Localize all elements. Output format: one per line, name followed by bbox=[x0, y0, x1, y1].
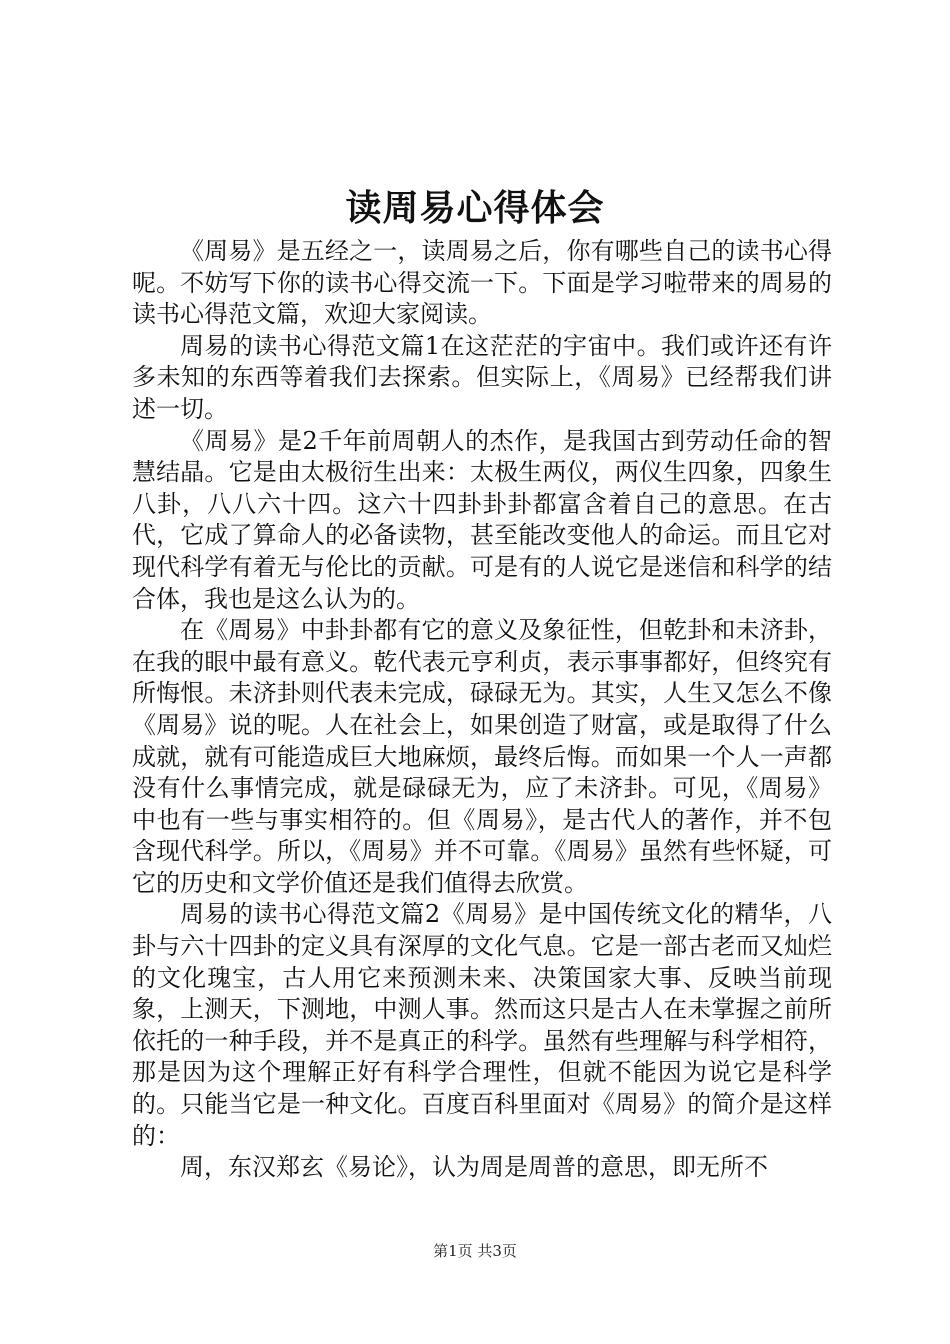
document-body bbox=[132, 236, 832, 1184]
paragraph-essay-2-zhou: 周，东汉郑玄《易论》，认为周是周普的意思，即无所不 bbox=[180, 1153, 768, 1182]
paragraph-essay-2-opening: 周易的读书心得范文篇2《周易》是中国传统文化的精华，八卦与六十四卦的定义具有深厚的文化气息。它是一部古老而又灿烂的文化瑰宝，古人用它来预测未来、决策国家大事、反映当前现象，上测天，下测地，中测人事。然而这只是古人在未掌握之前所依托的一种手段，并不是真正的科学。虽然有些理解与科学相符，那是因为这个理解正好有科学合理性，但就不能因为说它是科学的。只能当它是一种文化。百度百科里面对《周易》的简介是这样的： bbox=[132, 900, 832, 1150]
paragraph-essay-1-origin: 《周易》是2千年前周朝人的杰作，是我国古到劳动任命的智慧结晶。它是由太极衍生出来：太极生两仪，两仪生四象，四象生八卦，八八六十四。这六十四卦卦卦都富含着自己的意思。在古代，它成了算命人的必备读物，甚至能改变他人的命运。而且它对现代科学有着无与伦比的贡献。可是有的人说它是迷信和科学的结合体，我也是这么认为的。 bbox=[132, 426, 832, 613]
paragraph-essay-1-hexagrams: 在《周易》中卦卦都有它的意义及象征性，但乾卦和未济卦，在我的眼中最有意义。乾代表元亨利贞，表示事事都好，但终究有所悔恨。未济卦则代表未完成，碌碌无为。其实，人生又怎么不像《周易》说的呢。人在社会上，如果创造了财富，或是取得了什么成就，就有可能造成巨大地麻烦，最终后悔。而如果一个人一声都没有什么事情完成，就是碌碌无为，应了未济卦。可见，《周易》中也有一些与事实相符的。但《周易》，是古代人的著作，并不包含现代科学。所以，《周易》并不可靠。《周易》虽然有些怀疑，可它的历史和文学价值还是我们值得去欣赏。 bbox=[132, 616, 832, 897]
page-number-footer: 第1页 共3页 bbox=[433, 1242, 517, 1260]
paragraph-intro: 《周易》是五经之一，读周易之后，你有哪些自己的读书心得呢。不妨写下你的读书心得交流一下。下面是学习啦带来的周易的读书心得范文篇，欢迎大家阅读。 bbox=[132, 237, 832, 329]
paragraph-essay-1-opening: 周易的读书心得范文篇1在这茫茫的宇宙中。我们或许还有许多未知的东西等着我们去探索。但实际上，《周易》已经帮我们讲述一切。 bbox=[132, 331, 832, 423]
document-title: 读周易心得体会 bbox=[345, 187, 605, 229]
